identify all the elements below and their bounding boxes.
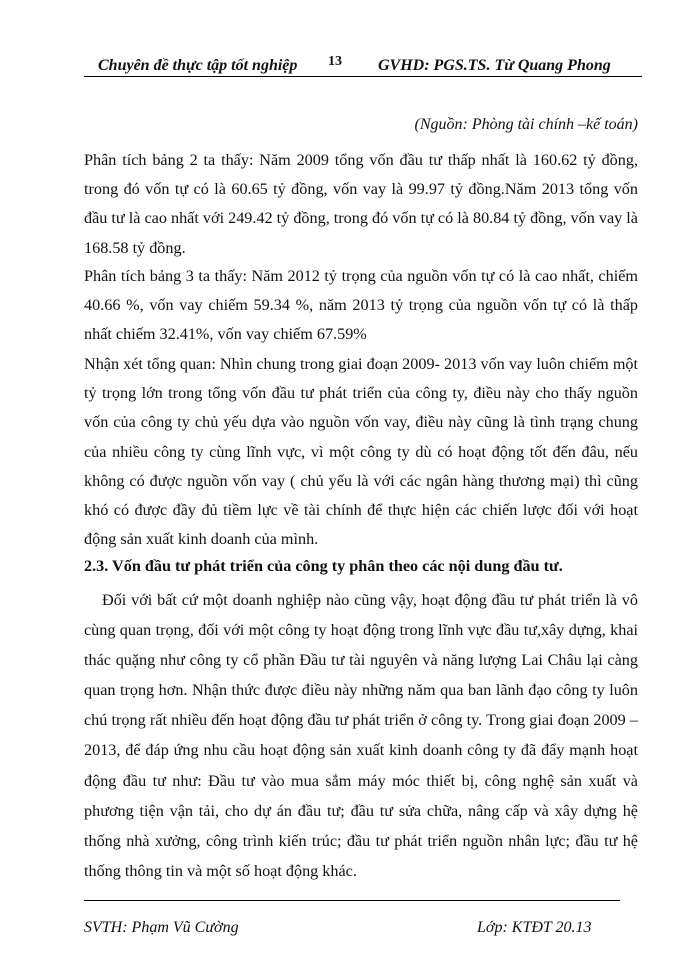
footer-class: Lớp: KTĐT 20.13: [477, 919, 592, 936]
page-header: [84, 54, 642, 77]
source-note: (Nguồn: Phòng tài chính –kế toán): [414, 116, 638, 133]
paragraph-table3-analysis: Phân tích bảng 3 ta thấy: Năm 2012 tỷ trọng của nguồn vốn tự có là cao nhất, chiếm 40.66 %, vốn vay chiếm 59.34 %, năm 2013 tỷ trọng của nguồn vốn tự có là thấp nhất chiếm 32.41%, vốn vay chiếm 67.59%: [84, 267, 638, 344]
page-footer: [84, 900, 620, 936]
header-title: Chuyên đề thực tập tốt nghiệp: [98, 57, 298, 74]
footer-student: SVTH: Phạm Vũ Cường: [84, 919, 239, 936]
section-heading: 2.3. Vốn đầu tư phát triển của công ty phân theo các nội dung đầu tư.: [84, 557, 563, 575]
page-number: 13: [328, 54, 342, 69]
section-paragraph: Đối với bất cứ một doanh nghiệp nào cũng vậy, hoạt động đầu tư phát triển là vô cùng quan trọng, đối với một công ty hoạt động trong lĩnh vực đầu tư,xây dựng, khai thác quặng như công ty cổ phần Đầu tư tài nguyên và năng lượng Lai Châu lại càng quan trọng hơn. Nhận thức được điều này những năm qua ban lãnh đạo công ty luôn chú trọng rất nhiều đến hoạt động đầu tư phát triển ở công ty. Trong giai đoạn 2009 – 2013, để đáp ứng nhu cầu hoạt động sản xuất kinh doanh công ty đã đẩy mạnh hoạt động đầu tư như: Đầu tư vào mua sắm máy móc thiết bị, công nghệ sản xuất và phương tiện vận tải, cho dự án đầu tư; đầu tư sửa chữa, nâng cấp và xây dựng hệ thống nhà xưởng, công trình kiến trúc; đầu tư phát triển nguồn nhân lực; đầu tư hệ thống thông tin và một số hoạt động khác.: [84, 591, 638, 880]
paragraph-table2-analysis: Phân tích bảng 2 ta thấy: Năm 2009 tổng vốn đầu tư thấp nhất là 160.62 tỷ đồng, trong đó vốn tự có là 60.65 tỷ đồng, vốn vay là 99.97 tỷ đồng.Năm 2013 tổng vốn đầu tư là cao nhất với 249.42 tỷ đồng, trong đó vốn tự có là 80.84 tỷ đồng, vốn vay là 168.58 tỷ đồng.: [84, 151, 638, 257]
paragraph-overview: Nhận xét tổng quan: Nhìn chung trong giai đoạn 2009- 2013 vốn vay luôn chiếm một tỷ trọng lớn trong tổng vốn đầu tư phát triển của công ty, điều này cho thấy nguồn vốn của công ty chủ yếu dựa vào nguồn vốn vay, điều này cũng là tình trạng chung của nhiều công ty cùng lĩnh vực, vì một công ty dù có hoạt động tốt đến đâu, nếu không có được nguồn vốn vay ( chủ yếu là với các ngân hàng thương mại) thì cũng khó có được đầy đủ tiềm lực về tài chính để thực hiện các chiến lược đối với hoạt động sản xuất kinh doanh của mình.: [84, 355, 638, 549]
header-advisor: GVHD: PGS.TS. Từ Quang Phong: [378, 57, 611, 74]
